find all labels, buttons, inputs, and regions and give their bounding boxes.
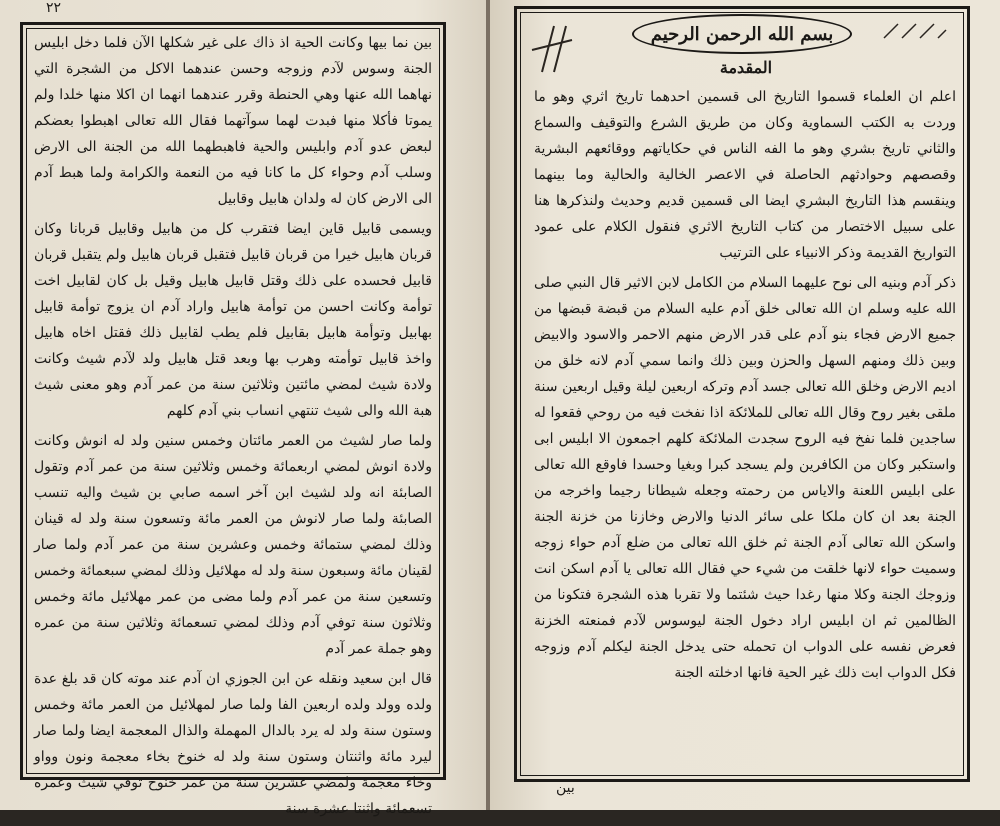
left-paragraph-4: قال ابن سعيد ونقله عن ابن الجوزي ان آدم عند موته كان قد بلغ عدة ولده وولد ولده اربعين الفا ولما صار لمهلائيل من العمر مائة وخمس وستون سنة ولد له يرد بالدال المهملة والذال المعجمة ايضا ولما صار ليرد مائة واثنتان وستون سنة ولد له خنوخ بخاء معجمة ونون وواو وخاء معجمة ولمضي عشرين سنة من عمر خنوخ توفي شيث وعمره تسعمائة واثنتا عشرة سنة [34, 671, 432, 817]
right-paragraph-1: اعلم ان العلماء قسموا التاريخ الى قسمين احدهما تاريخ اثري وهو ما وردت به الكتب السماوية وكان من طريق الشرع والتوقيف والسماع والثاني تاريخ بشري وهو ما الفه الناس في حكاياتهم ووقائعهم البشرية وقصصهم وحوادثهم الحاصلة في الاعصر الخالية والحالية وما بينهما وينقسم هذا التاريخ البشري ايضا الى قسمين قديم وحديث ولنذكرها هنا على سبيل الاختصار من كتاب التاريخ الاثري فنقول الكلام على عمود التواريخ القديمة وذكر الانبياء على الترتيب [534, 89, 956, 261]
right-page-footer-word: بين [556, 780, 575, 796]
left-paragraph-1: بين نما بيها وكانت الحية اذ ذاك على غير شكلها الآن فلما دخل ابليس الجنة وسوس لآدم وزوجه وحسن عندهما الاكل من الشجرة التي نهاهما الله عنها وهي الحنطة وقرر عندهما انهما ان اكلا منها خلدا ولم يموتا فأكلا منها فبدت لهما سوآتهما فقال الله تعالى اهبطوا بعضكم لبعض عدو آدم وابليس والحية فاهبطهما الله من الجنة الى الارض وسلب آدم وحواء كل ما كانا فيه من النعمة والكرامة ولما هبط آدم الى الارض كان له ولدان هابيل وقابيل [34, 35, 432, 207]
pen-mark-icon [528, 20, 588, 76]
left-page [0, 0, 488, 817]
right-paragraph-2: ذكر آدم وبنيه الى نوح عليهما السلام من الكامل لابن الاثير قال النبي صلى الله عليه وسلم ان الله تعالى خلق آدم عليه السلام من قبضة قبضها من جميع الارض فجاء بنو آدم على قدر الارض منهم الاحمر والاسود والابيض وبين ذلك ومنهم السهل والحزن وبين ذلك وانما سمي آدم لانه خلق من اديم الارض وخلق الله تعالى جسد آدم وتركه اربعين ليلة وقيل اربعين سنة ملقى بغير روح وقال الله تعالى للملائكة اذا نفخت فيه من روحي فقعوا له ساجدين فلما نفخ فيه الروح سجدت الملائكة كلهم اجمعون الا ابليس ابى واستكبر وكان من الكافرين ولم يسجد كبرا وبغيا وحسدا فاوقع الله تعالى على ابليس اللعنة والاياس من رحمته وجعله شيطانا رجيما واخرجه من الجنة بعد ان كان ملكا على سائر الدنيا والارض وخازنا من خزنة الجنة واسكن الله تعالى آدم الجنة ثم خلق الله تعالى من ضلع آدم حواء زوجه وسميت حواء لانها خلقت من شيء حي فقال الله تعالى يا آدم اسكن انت وزوجك الجنة وكلا منها رغدا حيث شئتما ولا تقربا هذه الشجرة فتكونا من الظالمين ثم ان ابليس اراد دخول الجنة ليوسوس لآدم فمنعته الخزنة فعرض نفسه على الدواب ان تحمله حتى يدخل الجنة ليكلم آدم وزوجه فكل الدواب ابت ذلك غير الحية فانها ادخلته الجنة [534, 275, 957, 681]
left-page-text [34, 30, 432, 826]
left-page-number: ٢٢ [46, 0, 62, 16]
basmala-cartouche: بسم الله الرحمن الرحيم [632, 14, 852, 54]
pen-mark-icon [880, 20, 950, 44]
left-paragraph-2: ويسمى قابيل قاين ايضا فتقرب كل من هابيل وقابيل قربانا وكان قربان هابيل خيرا من قربان قابيل فتقبل قربان هابيل ولم يتقبل قربان قابيل فحسده على ذلك وقتل قابيل هابيل وقيل بل كان لقابيل اخت توأمة وكانت احسن من توأمة هابيل واراد آدم ان يزوج توأمة قابيل بهابيل وتوأمة هابيل بقابيل فلم يطب لقابيل ذلك فقتل اخاه هابيل واخذ قابيل توأمته وهرب بها وبعد قتل هابيل ولد لآدم شيث وكانت ولادة شيث لمضي مائتين وثلاثين سنة من عمر آدم وهو معنى شيث هبة الله والى شيث تنتهي انساب بني آدم كلهم [34, 221, 432, 419]
section-heading: المقدمة [719, 58, 773, 77]
right-page-text [534, 84, 956, 690]
left-paragraph-3: ولما صار لشيث من العمر مائتان وخمس سنين ولد له انوش وكانت ولادة انوش لمضي اربعمائة وخمس وثلاثين سنة من عمر آدم وتقول الصابئة انه ولد لشيث ابن آخر اسمه صابي بن شيث واليه تنسب الصابئة ولما صار لانوش من العمر مائة وتسعون سنة ولد له قينان وذلك لمضي ستمائة وخمس وعشرين سنة من عمر آدم ولما صار لقينان مائة وسبعون سنة ولد له مهلائيل وذلك لمضي سبعمائة وخمس وتسعين سنة من عمر آدم ولما مضى من عمر مهلائيل مائة وخمس وثلاثون سنة توفي آدم وذلك لمضي تسعمائة وثلاثين سنة من عمره وهو جملة عمر آدم [34, 433, 432, 657]
